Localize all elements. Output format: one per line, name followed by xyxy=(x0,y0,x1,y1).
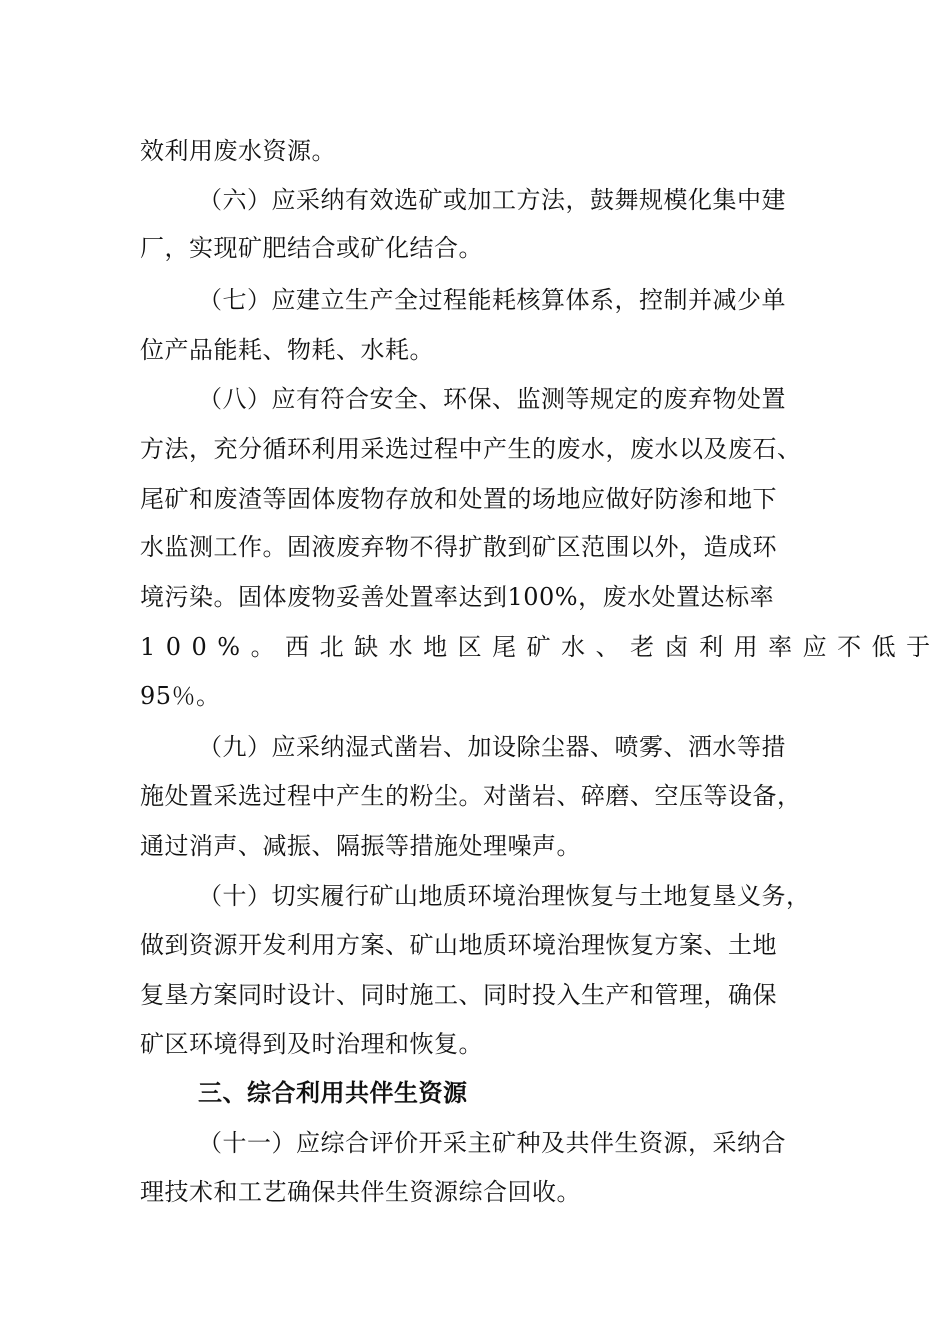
text-line: 方法，充分循环利用采选过程中产生的废水，废水以及废石、 xyxy=(140,435,802,463)
text-line: 水监测工作。固液废弃物不得扩散到矿区范围以外，造成环 xyxy=(140,533,777,561)
text-line: 尾矿和废渣等固体废物存放和处置的场地应做好防渗和地下 xyxy=(140,485,777,513)
text-line: 通过消声、减振、隔振等措施处理噪声。 xyxy=(140,832,581,860)
text-line: 矿区环境得到及时治理和恢复。 xyxy=(140,1030,483,1058)
text-line: 100%。西北缺水地区尾矿水、老卤利用率应不低于 xyxy=(140,633,941,661)
text-line: 95％。 xyxy=(140,682,221,710)
text-line: （七）应建立生产全过程能耗核算体系，控制并减少单 xyxy=(198,286,786,314)
text-line: 施处置采选过程中产生的粉尘。对凿岩、碎磨、空压等设备， xyxy=(140,782,802,810)
text-line: 境污染。固体废物妥善处置率达到100%，废水处置达标率 xyxy=(140,583,775,611)
text-line: （六）应采纳有效选矿或加工方法，鼓舞规模化集中建 xyxy=(198,186,786,214)
text-line: （八）应有符合安全、环保、监测等规定的废弃物处置 xyxy=(198,385,786,413)
text-line: （十一）应综合评价开采主矿种及共伴生资源，采纳合 xyxy=(198,1129,786,1157)
text-line: 做到资源开发利用方案、矿山地质环境治理恢复方案、土地 xyxy=(140,931,777,959)
text-line: 理技术和工艺确保共伴生资源综合回收。 xyxy=(140,1178,581,1206)
text-line: 效利用废水资源。 xyxy=(140,137,336,165)
text-line: （十）切实履行矿山地质环境治理恢复与土地复垦义务， xyxy=(198,882,811,910)
text-line: 厂，实现矿肥结合或矿化结合。 xyxy=(140,234,483,262)
section-heading: 三、综合利用共伴生资源 xyxy=(198,1079,468,1107)
text-line: 复垦方案同时设计、同时施工、同时投入生产和管理，确保 xyxy=(140,981,777,1009)
text-line: （九）应采纳湿式凿岩、加设除尘器、喷雾、洒水等措 xyxy=(198,733,786,761)
text-line: 位产品能耗、物耗、水耗。 xyxy=(140,336,434,364)
